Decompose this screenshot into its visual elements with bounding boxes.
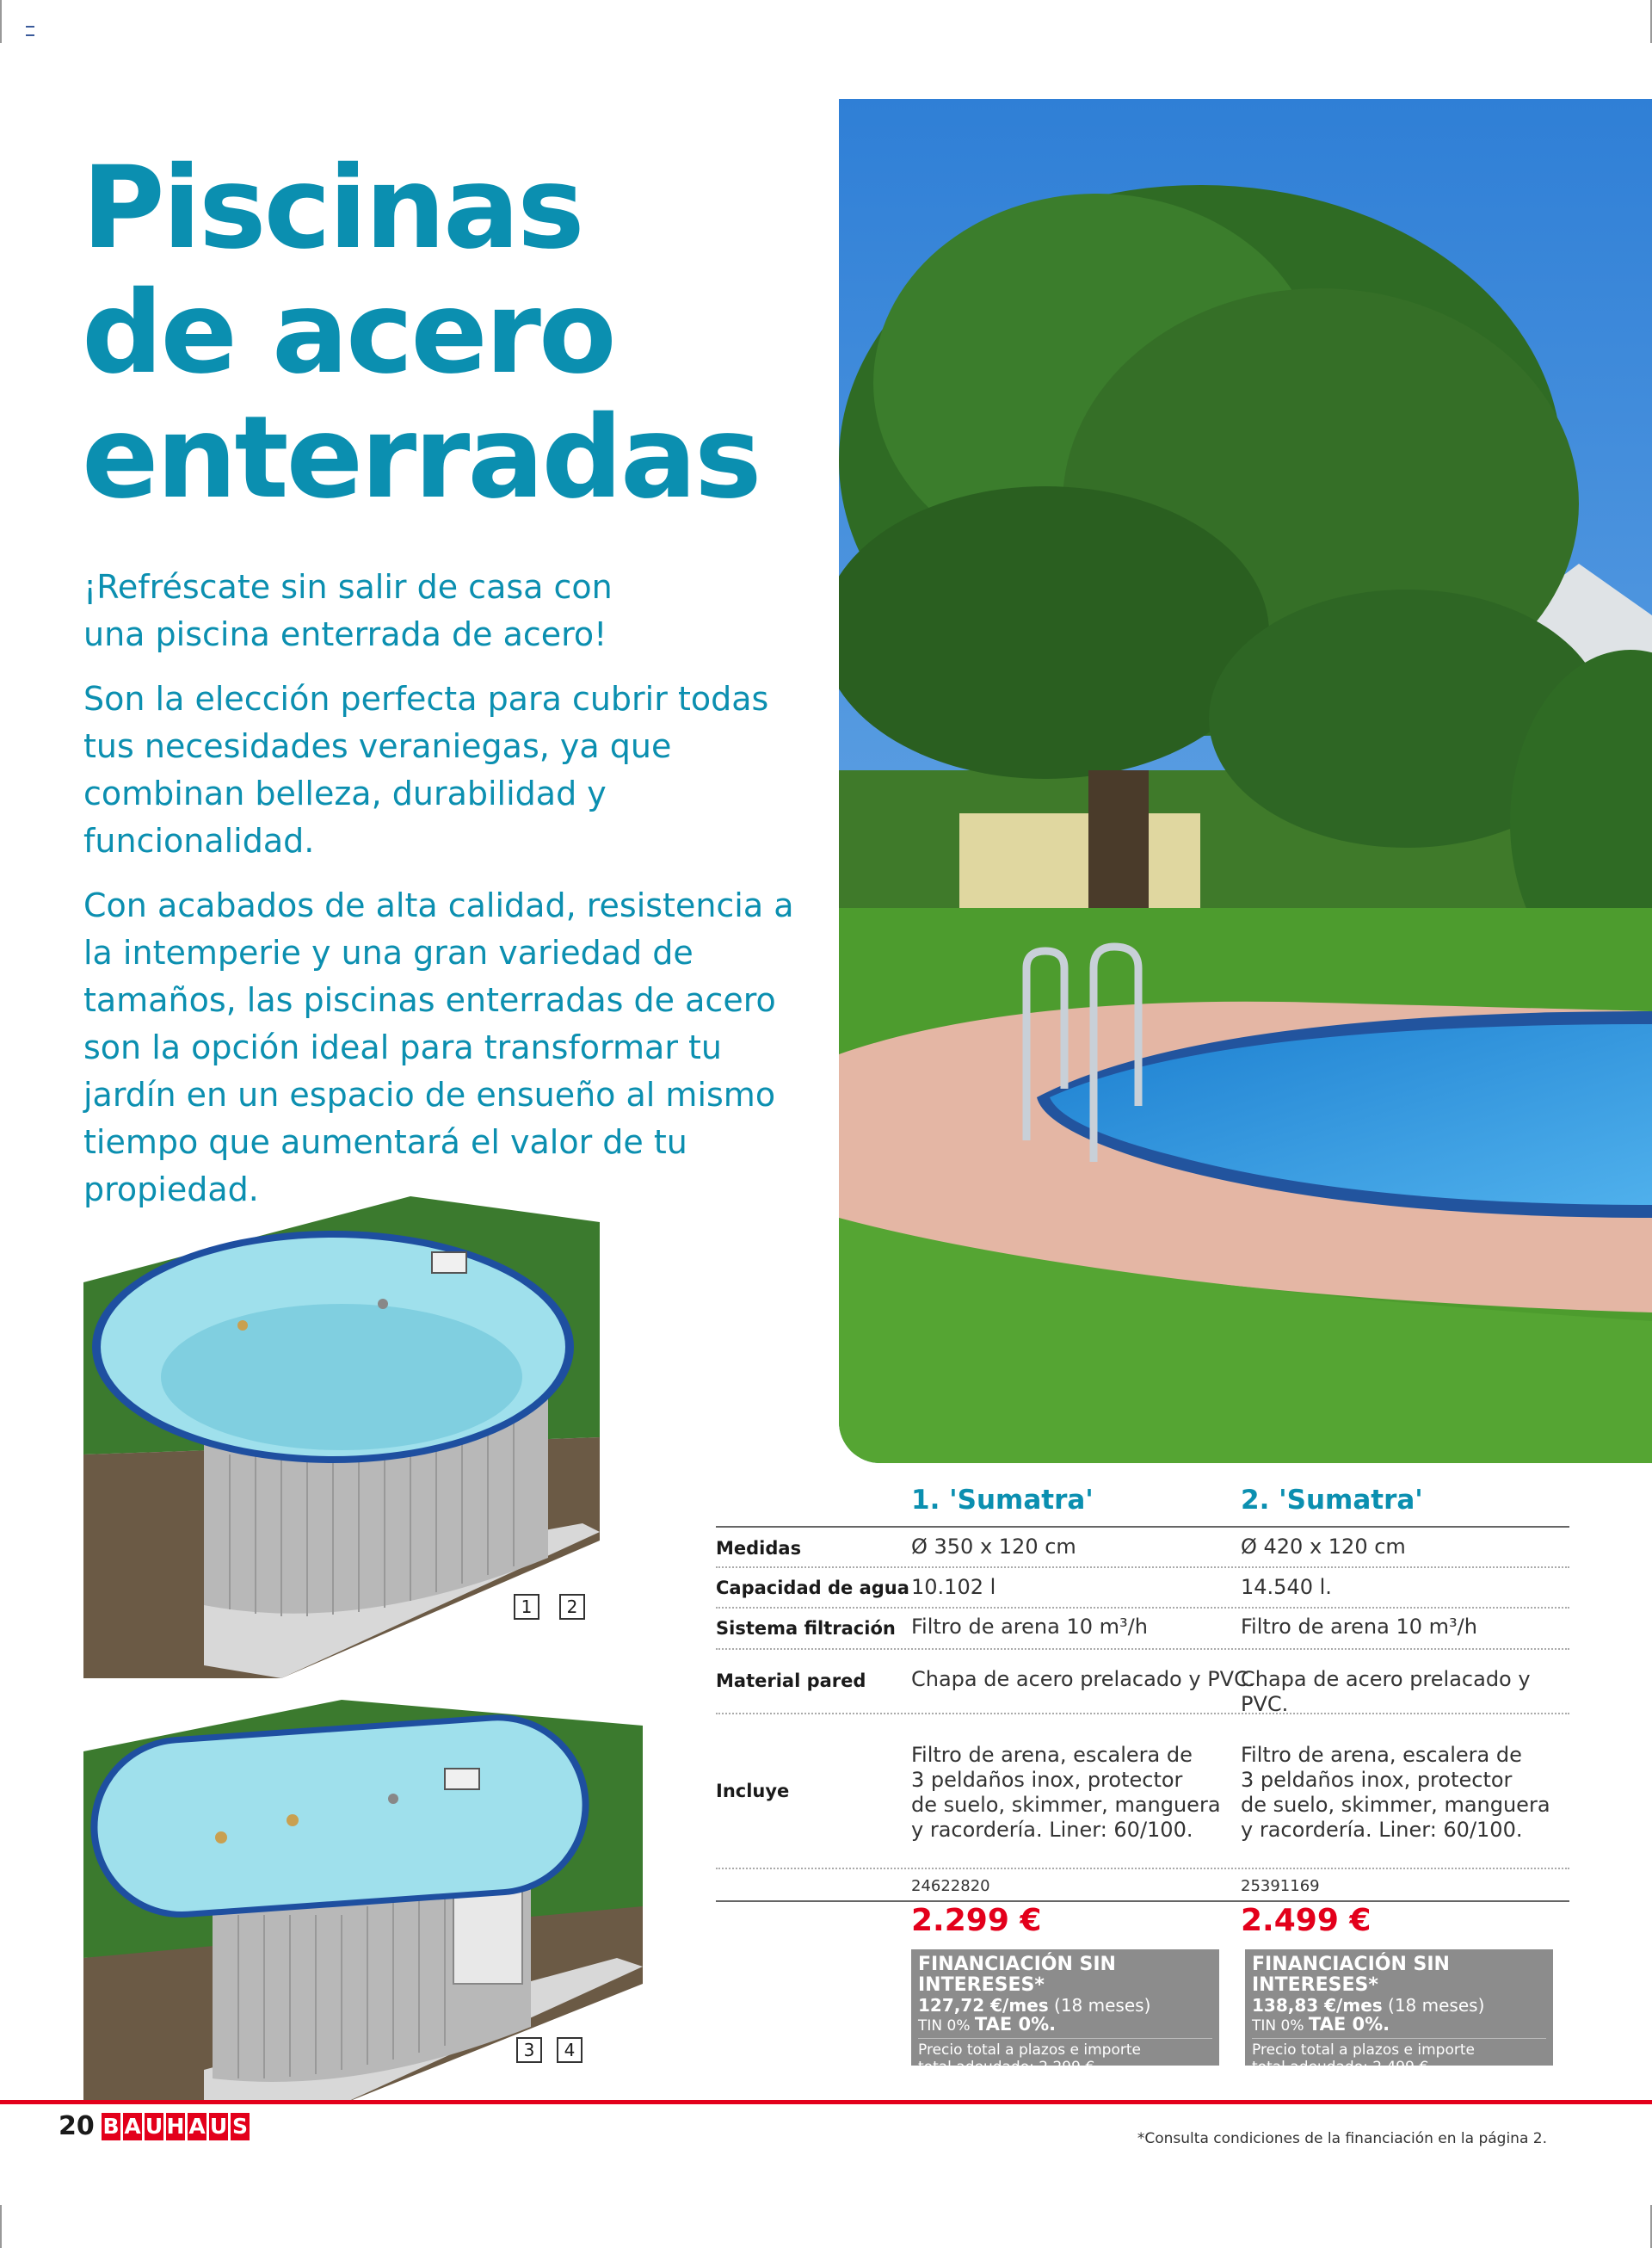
financing-box <box>911 1949 1219 2076</box>
monthly-amount: 127,72 €/mes <box>918 1995 1049 2016</box>
footer-rule <box>0 2100 1652 2104</box>
logo-letter: B <box>102 2114 120 2139</box>
spec-includes <box>1241 1743 1550 1843</box>
table-divider <box>716 1607 1569 1609</box>
title-line: de acero <box>82 267 614 399</box>
includes-line: de suelo, skimmer, manguera <box>1241 1793 1550 1817</box>
product-code: 24622820 <box>911 1877 990 1895</box>
menu-icon <box>26 26 34 36</box>
product-name: 2. 'Sumatra' <box>1241 1485 1423 1516</box>
includes-line: 3 peldaños inox, protector <box>1241 1768 1513 1792</box>
financing-total <box>918 2038 1212 2076</box>
financing-monthly <box>918 1996 1212 2015</box>
product-code: 25391169 <box>1241 1877 1320 1895</box>
spec-value: Chapa de acero prelacado y PVC. <box>1241 1667 1531 1716</box>
row-label: Capacidad de agua <box>716 1578 909 1598</box>
intro-text <box>83 564 798 1231</box>
spec-value: Filtro de arena 10 m³/h <box>1241 1615 1477 1639</box>
tin-label: TIN 0% <box>918 2017 975 2035</box>
logo-letter: A <box>188 2114 206 2139</box>
includes-line: 3 peldaños inox, protector <box>911 1768 1183 1792</box>
table-divider <box>716 1566 1569 1568</box>
figure-number: 4 <box>557 2037 583 2063</box>
spec-value: Chapa de acero prelacado y PVC. <box>911 1667 1255 1691</box>
table-divider <box>716 1900 1569 1902</box>
product-name: 1. 'Sumatra' <box>911 1485 1094 1516</box>
row-label: Material pared <box>716 1671 866 1691</box>
title-line: Piscinas <box>82 142 583 275</box>
tae-label: TAE 0%. <box>974 2014 1057 2035</box>
intro-paragraph: ¡Refréscate sin salir de casa con una piscina enterrada de acero! <box>83 568 613 653</box>
logo-letter: U <box>145 2114 163 2139</box>
figure-number: 1 <box>514 1594 539 1620</box>
financing-total <box>1252 2038 1546 2076</box>
figure-number: 2 <box>559 1594 585 1620</box>
tae-label: TAE 0%. <box>1308 2014 1390 2035</box>
includes-line: de suelo, skimmer, manguera <box>911 1793 1221 1817</box>
spec-includes <box>911 1743 1221 1843</box>
includes-line: y racordería. Liner: 60/100. <box>911 1818 1193 1842</box>
product-price: 2.499 € <box>1241 1903 1372 1938</box>
footnote: *Consulta condiciones de la financiación en la página 2. <box>1137 2130 1547 2147</box>
tin-label: TIN 0% <box>1252 2017 1309 2035</box>
page-number: 20 <box>59 2111 95 2141</box>
financing-rates <box>1252 2015 1546 2035</box>
logo-letter: S <box>231 2114 248 2139</box>
table-divider <box>716 1526 1569 1528</box>
intro-paragraph: Con acabados de alta calidad, resistencia a la intemperie y una gran variedad de tamaños, las piscinas enterradas de acero son la opción ideal para transformar tu jardín en un espacio de ensueño al mismo tiempo que aumentará el valor de tu propiedad. <box>83 886 794 1208</box>
financing-total-line: Precio total a plazos e importe <box>918 2041 1141 2059</box>
includes-line: Filtro de arena, escalera de <box>911 1743 1193 1767</box>
intro-paragraph: Son la elección perfecta para cubrir todas tus necesidades veraniegas, ya que combinan belleza, durabilidad y funcionalidad. <box>83 680 769 860</box>
spec-value: 10.102 l <box>911 1575 996 1599</box>
bauhaus-logo <box>102 2113 250 2140</box>
includes-line: Filtro de arena, escalera de <box>1241 1743 1522 1767</box>
page-title <box>82 142 760 524</box>
row-label: Medidas <box>716 1538 802 1559</box>
financing-total-line: total adeudado: 2.299 € <box>918 2059 1095 2076</box>
financing-title: FINANCIACIÓN SIN INTERESES* <box>918 1954 1116 1996</box>
financing-period: (18 meses) <box>1382 1995 1485 2016</box>
financing-period: (18 meses) <box>1048 1995 1151 2016</box>
financing-box <box>1245 1949 1553 2076</box>
financing-monthly <box>1252 1996 1546 2015</box>
logo-letter: U <box>209 2114 228 2139</box>
table-divider <box>716 1713 1569 1714</box>
pool-garden-photo <box>839 99 1652 1463</box>
row-label: Incluye <box>716 1781 790 1801</box>
spec-value: Ø 420 x 120 cm <box>1241 1535 1406 1559</box>
financing-rates <box>918 2015 1212 2035</box>
spec-value: 14.540 l. <box>1241 1575 1332 1599</box>
row-label: Sistema filtración <box>716 1618 896 1639</box>
figure-number: 3 <box>516 2037 542 2063</box>
financing-total-line: total adeudado: 2.499 € <box>1252 2059 1429 2076</box>
logo-letter: A <box>124 2114 141 2139</box>
spec-value: Filtro de arena 10 m³/h <box>911 1615 1148 1639</box>
crop-mark <box>0 0 2 43</box>
product-price: 2.299 € <box>911 1903 1042 1938</box>
includes-line: y racordería. Liner: 60/100. <box>1241 1818 1523 1842</box>
logo-letter: H <box>166 2114 185 2139</box>
table-divider <box>716 1648 1569 1650</box>
monthly-amount: 138,83 €/mes <box>1252 1995 1383 2016</box>
title-line: enterradas <box>82 392 760 524</box>
financing-title: FINANCIACIÓN SIN INTERESES* <box>1252 1954 1450 1996</box>
table-divider <box>716 1868 1569 1869</box>
financing-total-line: Precio total a plazos e importe <box>1252 2041 1475 2059</box>
crop-mark <box>0 2205 2 2248</box>
spec-value: Ø 350 x 120 cm <box>911 1535 1076 1559</box>
